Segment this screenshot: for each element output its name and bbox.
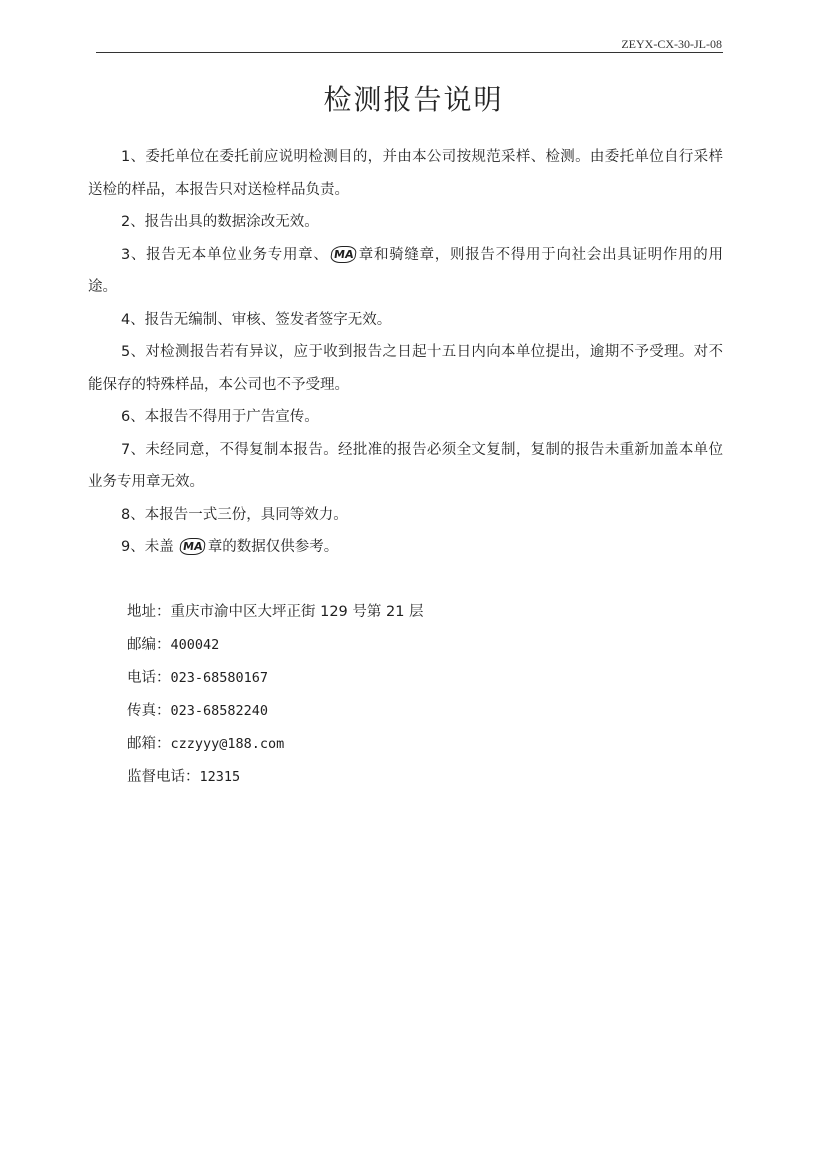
note-3-text-a: 3、报告无本单位业务专用章、 [121, 246, 329, 263]
note-9-text-a: 9、未盖 [121, 539, 179, 555]
address-line [127, 596, 424, 629]
note-5: 5、对检测报告若有异议，应于收到报告之日起十五日内向本单位提出，逾期不予受理。对不能保存的特殊样品，本公司也不予受理。 [88, 344, 723, 393]
note-8: 8、本报告一式三份，具同等效力。 [121, 506, 348, 523]
email-label: 邮箱： [127, 736, 171, 752]
supervision-phone-label: 监督电话： [127, 769, 200, 785]
contact-info [127, 596, 424, 794]
fax-label: 传真： [127, 703, 171, 719]
header-rule [96, 52, 723, 53]
supervision-phone-line [127, 761, 424, 794]
supervision-phone-value: 12315 [199, 769, 241, 785]
page-title: 检测报告说明 [323, 83, 504, 116]
phone-line [127, 662, 424, 695]
email-value: czzyyy@188.com [170, 736, 285, 752]
address-value: 重庆市渝中区大坪正街 129 号第 21 层 [170, 604, 424, 620]
note-3-text-b: 章和骑缝章，则报告不得用于向社会出具证明作用的用途。 [88, 246, 724, 295]
postcode-value: 400042 [170, 637, 220, 653]
note-6: 6、本报告不得用于广告宣传。 [121, 409, 319, 425]
cma-mark-icon: MA [179, 538, 207, 555]
note-3 [88, 239, 723, 304]
note-2: 2、报告出具的数据涂改无效。 [121, 214, 319, 230]
note-7: 7、未经同意，不得复制本报告。经批准的报告必须全文复制，复制的报告未重新加盖本单位业务专用章无效。 [88, 441, 723, 490]
postcode-label: 邮编： [127, 637, 171, 653]
address-label: 地址： [127, 604, 171, 620]
phone-value: 023-68580167 [170, 670, 269, 686]
cma-mark-icon: MA [329, 246, 357, 263]
document-code: ZEYX-CX-30-JL-08 [621, 37, 722, 51]
note-1: 1、委托单位在委托前应说明检测目的，并由本公司按规范采样、检测。由委托单位自行采样送检的样品，本报告只对送检样品负责。 [88, 149, 723, 198]
phone-label: 电话： [127, 670, 171, 686]
email-line [127, 728, 424, 761]
fax-value: 023-68582240 [170, 703, 269, 719]
note-9 [88, 531, 723, 564]
note-4: 4、报告无编制、审核、签发者签字无效。 [121, 311, 392, 328]
note-9-text-b: 章的数据仅供参考。 [207, 539, 339, 555]
notes-list [88, 141, 723, 564]
postcode-line [127, 629, 424, 662]
fax-line [127, 695, 424, 728]
